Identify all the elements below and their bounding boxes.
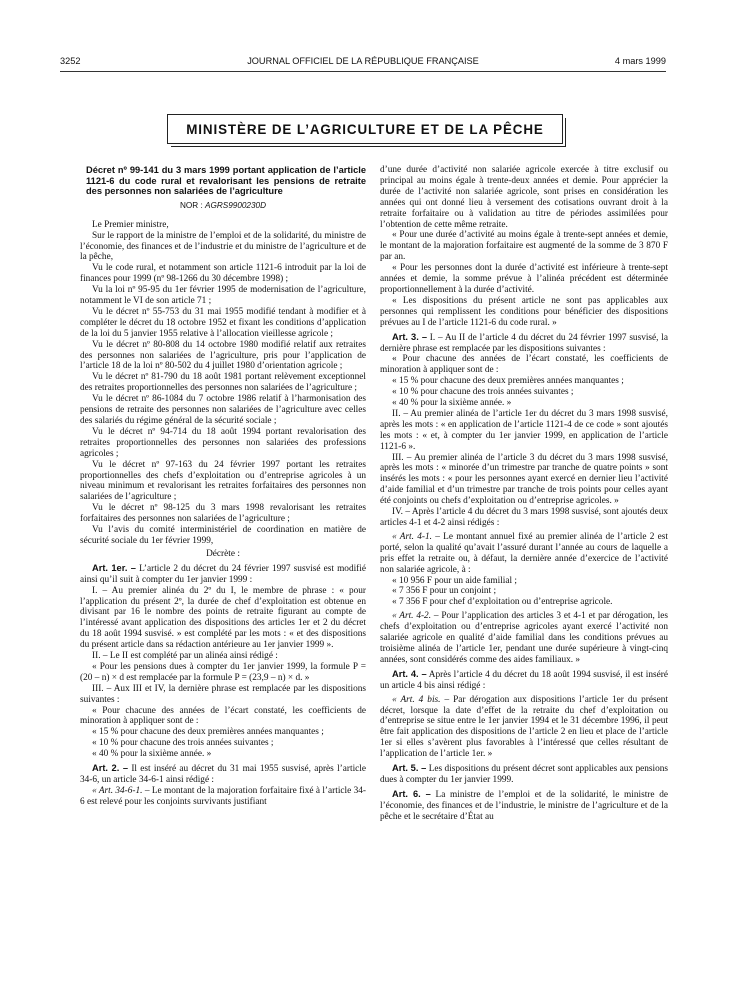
article-5-text: Les dispositions du présent décret sont applicables aux pensions dues à compter du 1er janvier 1999. <box>380 764 668 785</box>
paragraph: « 7 356 F pour chef d’exploitation ou d’entreprise agricole. <box>392 597 613 608</box>
paragraph: « Pour chacune des années de l’écart constaté, les coefficients de minoration à appliquer sont de : <box>380 354 668 376</box>
visa-paragraph: Vu le décret nº 98-125 du 3 mars 1998 revalorisant les retraites forfaitaires des personnes non salariées de l’agriculture ; <box>80 503 366 525</box>
visa-paragraph: Vu le décret nº 55-753 du 31 mai 1955 modifié tendant à modifier et à compléter le décret du 18 octobre 1952 et fixant les conditions d’application de la loi du 5 janvier 1955 relative à l’allocation vieillesse agricole ; <box>80 306 366 339</box>
ministry-heading: MINISTÈRE DE L’AGRICULTURE ET DE LA PÊCHE <box>186 121 544 137</box>
article-5 <box>380 763 668 786</box>
article-3-text: I. – Au II de l’article 4 du décret du 24 février 1997 susvisé, la dernière phrase est remplacée par les dispositions suivantes : <box>380 332 668 354</box>
article-1-paragraph: III. – Aux III et IV, la dernière phrase est remplacée par les dispositions suivantes : <box>80 683 366 705</box>
visa-paragraph: Le Premier ministre, <box>92 219 169 230</box>
page-header <box>60 56 666 70</box>
article-1-paragraph: « 10 % pour chacune des trois années suivantes ; <box>92 738 274 749</box>
visa-paragraph: Vu le décret nº 94-714 du 18 août 1994 portant revalorisation des retraites proportionnelles des personnes non salariées des professions agricoles ; <box>80 426 366 459</box>
article-1-label: Art. 1er. – <box>92 562 136 573</box>
continued-paragraph: d’une durée d’activité non salariée agricole exercée à titre exclusif ou principal au moins égale à trente-deux années et demie. Pour apprécier la durée de l’activité non salariée agricole, sont prises en considération les années qui ont donné lieu à versement des cotisations ouvrant droit à la retraite forfaitaire ou à validation au titre de périodes assimilées pour l’obtention de cette même retraite. <box>380 165 668 230</box>
article-3 <box>380 332 668 355</box>
article-6-label: Art. 6. – <box>392 788 431 799</box>
article-2-label: Art. 2. – <box>92 763 129 774</box>
article-1-paragraph: « Pour les pensions dues à compter du 1er janvier 1999, la formule P = (20 – n) × d est remplacée par la formule P = (23,9 – n) × d. » <box>80 661 366 683</box>
decree-title: Décret nº 99-141 du 3 mars 1999 portant application de l’article 1121-6 du code rural et revalorisant les pensions de retraite des personnes non salariées de l’agriculture <box>86 165 366 197</box>
right-column <box>380 165 668 823</box>
paragraph: « 10 % pour chacune des trois années suivantes ; <box>392 387 574 398</box>
article-2-text: Il est inséré au décret du 31 mai 1955 susvisé, après l’article 34-6, un article 34-6-1 ainsi rédigé : <box>80 764 366 785</box>
article-1-paragraph: II. – Le II est complété par un alinéa ainsi rédigé : <box>92 651 278 662</box>
paragraph: « 10 956 F pour un aide familial ; <box>392 575 517 586</box>
article-34-6-1-label: « Art. 34-6-1. – <box>92 785 150 796</box>
paragraph: II. – Au premier alinéa de l’article 1er du décret du 3 mars 1998 susvisé, après les mots : « en application de l’article 1121-4 de ce code » sont ajoutés les mots : « et, à compter du 1er janvier 1999, en application de l’article 1121-6 ». <box>380 408 668 452</box>
article-4-2 <box>380 611 668 666</box>
article-4-bis-label: « Art. 4 bis. – <box>392 694 450 705</box>
journal-title: JOURNAL OFFICIEL DE LA RÉPUBLIQUE FRANÇAISE <box>247 56 479 66</box>
nor-code: AGRS9900230D <box>205 200 267 210</box>
article-4-2-text: Pour l’application des articles 3 et 4-1 et par dérogation, les chefs d’exploitation ou d’entreprise agricoles ayant exercé l’activité non salariée agricole en qualité d’aide familial dans les conditions prévues au troisième alinéa de l’article 1er, pendant une durée supérieure à vingt-cinq années, sont considérés comme des aides familiaux. » <box>380 611 669 665</box>
article-3-label: Art. 3. – <box>392 331 428 342</box>
article-6-text: La ministre de l’emploi et de la solidarité, le ministre de l’économie, des finances et de l’industrie, le ministre de l’agriculture et de la pêche et le secrétaire d’État au <box>380 789 668 822</box>
header-rule <box>60 71 666 72</box>
paragraph: III. – Au premier alinéa de l’article 3 du décret du 3 mars 1998 susvisé, après les mots : « minorée d’un trimestre par tranche de quatre points » sont insérés les mots : « pour les personnes ayant exercé en dernier lieu l’activité d’aide familial et d’un trimestre par tranche de trois points pour celles ayant été conjoints ou chefs d’exploitation ou d’entreprise agricoles. » <box>380 452 668 507</box>
visa-paragraph: Vu le décret nº 86-1084 du 7 octobre 1986 relatif à l’harmonisation des pensions de retraite des personnes non salariées de l’agriculture avec celles des salariés du régime général de la sécurité sociale ; <box>80 394 366 426</box>
paragraph: « 7 356 F pour un conjoint ; <box>392 586 497 597</box>
article-34-6-1-text: Le montant de la majoration forfaitaire fixé à l’article 34-6 est relevé pour les conjoints survivants justifiant <box>80 785 366 807</box>
visa-paragraph: Vu le décret nº 80-808 du 14 octobre 1980 modifié relatif aux retraites des personnes non salariées de l’agriculture, pris pour l’application de l’article 18 de la loi nº 80-502 du 4 juillet 1980 d’orientation agricole ; <box>80 339 366 372</box>
paragraph: « Les dispositions du présent article ne sont pas applicables aux personnes qui remplissent les conditions pour bénéficier des dispositions prévues au I de l’article 1121-6 du code rural. » <box>380 295 668 328</box>
article-34-6-1 <box>80 786 366 808</box>
article-6 <box>380 789 668 823</box>
article-4-1-text: Le montant annuel fixé au premier alinéa de l’article 2 est porté, selon la qualité qu’avait l’assuré durant l’année au cours de laquelle a pris effet la retraite ou, à défaut, la dernière année d’exercice de l’activité non salariée agricole, à : <box>380 531 668 575</box>
article-1-paragraph: « 15 % pour chacune des deux premières années manquantes ; <box>92 727 324 738</box>
article-4-text: Après l’article 4 du décret du 18 août 1994 susvisé, il est inséré un article 4 bis ainsi rédigé : <box>380 669 669 691</box>
left-column <box>80 165 366 808</box>
article-4-1-label: « Art. 4-1. – <box>392 531 440 542</box>
article-4-1 <box>380 532 668 576</box>
article-4-bis <box>380 695 668 760</box>
ministry-heading-box <box>167 114 563 144</box>
article-4-2-label: « Art. 4-2. – <box>392 611 439 622</box>
article-4-bis-text: Par dérogation aux dispositions l’article 1er du présent décret, lorsque la date d’effet de la retraite du chef d’exploitation ou d’entreprise se situe entre le 1er janvier 1994 et le 31 décembre 1996, il peut être fait application des dispositions de l’article 2 en lieu et place de l’article 1er si elles s’avèrent plus favorables à l’intéressé que celles résultant de l’application de l’article 1er. » <box>380 694 668 760</box>
article-1-paragraph: I. – Au premier alinéa du 2º du I, le membre de phrase : « pour l’application du présent 2º, la durée de chef d’exploitation est obtenue en divisant par 16 le nombre des points de retraite figurant au compte de l’intéressé avant application des dispositions des articles 1er et 2 du décret du 18 août 1994 susvisé. » est complété par les mots : « et des dispositions du présent article dans sa rédaction antérieure au 1er janvier 1999 ». <box>80 585 366 651</box>
visa-paragraph: Vu le code rural, et notamment son article 1121-6 introduit par la loi de finances pour 1999 (nº 98-1266 du 30 décembre 1998) ; <box>80 263 366 285</box>
decrete-line: Décrète : <box>206 548 240 559</box>
paragraph: « Pour une durée d’activité au moins égale à trente-sept années et demie, le montant de la majoration forfaitaire est augmenté de la somme de 3 870 F par an. <box>380 230 668 263</box>
article-1-intro: L’article 2 du décret du 24 février 1997 susvisé est modifié ainsi qu’il suit à compter du 1er janvier 1999 : <box>80 563 366 585</box>
paragraph: « Pour les personnes dont la durée d’activité est inférieure à trente-sept années et demie, la somme prévue à l’alinéa précédent est déterminée proportionnellement à la durée d’activité. <box>380 263 668 295</box>
paragraph: IV. – Après l’article 4 du décret du 3 mars 1998 susvisé, sont ajoutés deux articles 4-1 et 4-2 ainsi rédigés : <box>380 507 668 528</box>
article-4 <box>380 669 668 692</box>
visa-paragraph: Vu le décret nº 97-163 du 24 février 1997 portant les retraites proportionnelles des chefs d’exploitation ou d’entreprise agricoles à un niveau minimum et revalorisant les retraites forfaitaires des personnes non salariées de l’agriculture ; <box>80 459 366 503</box>
article-5-label: Art. 5. – <box>392 763 427 774</box>
article-2 <box>80 763 366 786</box>
article-1-paragraph: « 40 % pour la sixième année. » <box>92 749 212 760</box>
paragraph: « 15 % pour chacune des deux premières années manquantes ; <box>392 376 624 387</box>
visa-paragraph: Sur le rapport de la ministre de l’emploi et de la solidarité, du ministre de l’économie, des finances et de l’industrie et du ministre de l’agriculture et de la pêche, <box>80 230 366 263</box>
nor-reference <box>80 201 366 212</box>
article-1 <box>80 563 366 586</box>
visa-paragraph: Vu la loi nº 95-95 du 1er février 1995 de modernisation de l’agriculture, notamment le VI de son article 71 ; <box>80 285 366 307</box>
visa-paragraph: Vu le décret nº 81-790 du 18 août 1981 portant relèvement exceptionnel des retraites proportionnelles des personnes non salariées de l’agriculture ; <box>80 372 366 394</box>
visa-paragraph: Vu l’avis du comité interministériel de coordination en matière de sécurité sociale du 1er février 1999, <box>80 525 366 546</box>
issue-date: 4 mars 1999 <box>614 56 666 66</box>
article-4-label: Art. 4. – <box>392 668 427 679</box>
paragraph: « 40 % pour la sixième année. » <box>392 398 512 409</box>
article-1-paragraph: « Pour chacune des années de l’écart constaté, les coefficients de minoration à appliquer sont de : <box>80 705 366 727</box>
nor-label: NOR : <box>179 200 203 210</box>
page-number: 3252 <box>60 56 81 66</box>
